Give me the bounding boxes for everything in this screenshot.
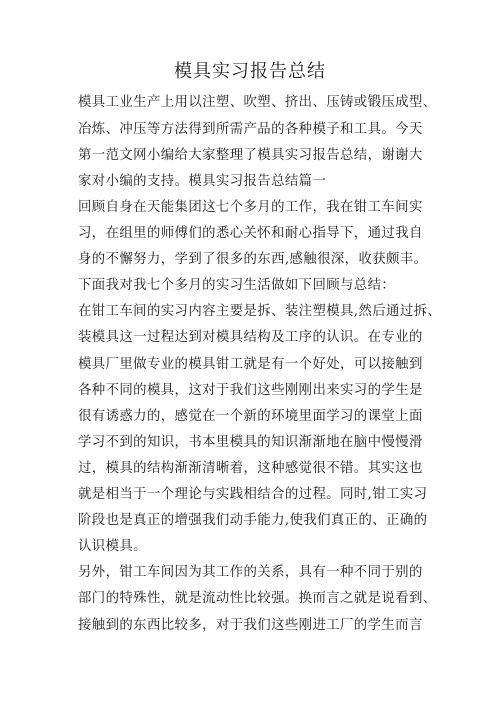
text-line: 回顾自身在天能集团这七个多月的工作，我在钳工车间实: [78, 200, 423, 215]
text-line: 习，在组里的师傅们的悉心关怀和耐心指导下，通过我自: [78, 226, 423, 241]
text-line: 模具厂里做专业的模具钳工就是有一个好处，可以接触到: [78, 357, 423, 372]
text-line: 模具工业生产上用以注塑、吹塑、挤出、压铸或锻压成型、: [78, 95, 437, 110]
text-line: 阶段也是真正的增强我们动手能力,使我们真正的、正确的: [78, 513, 428, 528]
text-line: 装模具这一过程达到对模具结构及工序的认识。在专业的: [78, 330, 423, 345]
text-line: 学习不到的知识，书本里模具的知识渐渐地在脑中慢慢滑: [78, 435, 423, 450]
text-line: 各种不同的模具，这对于我们这些刚刚出来实习的学生是: [78, 383, 423, 398]
text-line: 很有诱惑力的，感觉在一个新的环境里面学习的课堂上面: [78, 409, 423, 424]
text-line: 下面我对我七个多月的实习生活做如下回顾与总结：: [78, 278, 396, 293]
text-line: 接触到的东西比较多，对于我们这些刚进工厂的学生而言: [78, 618, 423, 633]
text-line: 认识模具。: [78, 539, 147, 554]
text-line: 家对小编的支持。模具实习报告总结篇一: [78, 174, 327, 189]
text-line: 冶炼、冲压等方法得到所需产品的各种模子和工具。今天: [78, 122, 423, 137]
text-line: 另外，钳工车间因为其工作的关系，具有一种不同于别的: [78, 565, 423, 580]
text-line: 第一范文网小编给大家整理了模具实习报告总结，谢谢大: [78, 148, 423, 163]
text-line: 就是相当于一个理论与实践相结合的过程。同时,钳工实习: [78, 487, 428, 502]
text-line: 身的不懈努力，学到了很多的东西,感触很深，收获颇丰。: [78, 252, 428, 267]
document-title: 模具实习报告总结: [174, 61, 326, 82]
text-line: 部门的特殊性，就是流动性比较强。换而言之就是说看到、: [78, 591, 437, 606]
text-line: 在钳工车间的实习内容主要是拆、装注塑模具,然后通过拆、: [78, 304, 442, 319]
text-line: 过，模具的结构渐渐清晰着，这种感觉很不错。其实这也: [78, 461, 423, 476]
